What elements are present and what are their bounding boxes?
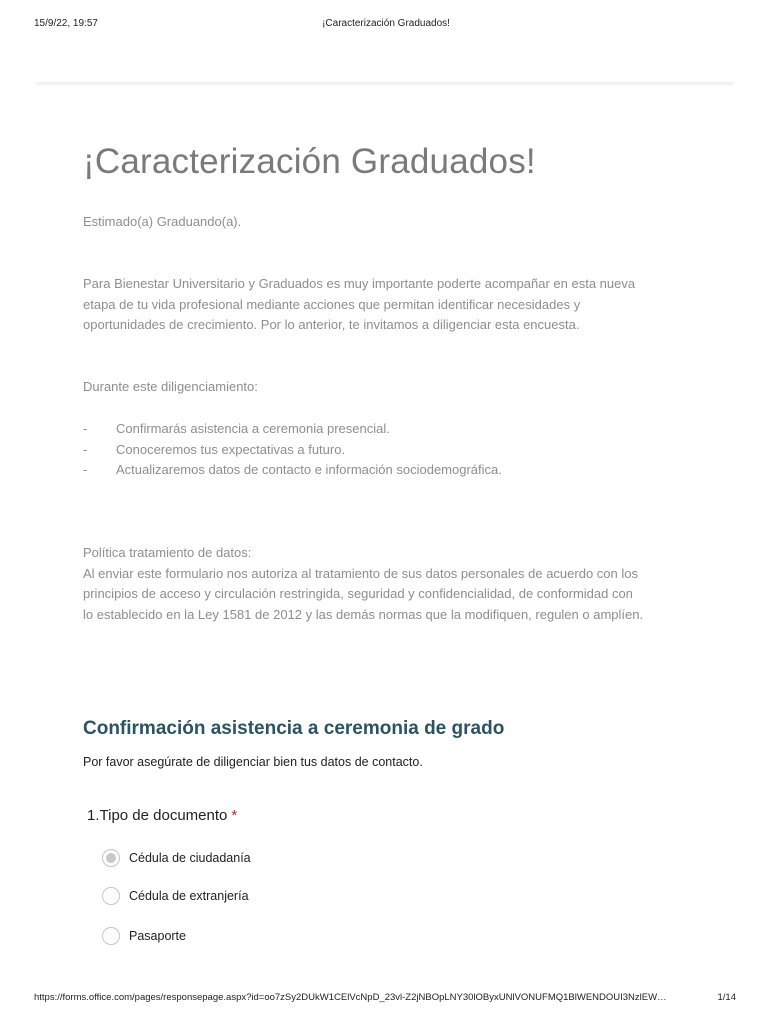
question-text: Tipo de documento bbox=[99, 807, 228, 824]
print-date: 15/9/22, 19:57 bbox=[34, 18, 98, 29]
print-footer bbox=[34, 992, 736, 1006]
intro-paragraph bbox=[83, 274, 693, 336]
radio-option-label: Cédula de ciudadanía bbox=[129, 851, 251, 865]
bullet-marker: - bbox=[83, 421, 88, 436]
radio-option-cedula-ciudadania[interactable] bbox=[102, 848, 251, 868]
print-page-number: 1/14 bbox=[717, 992, 736, 1003]
policy-line: lo establecido en la Ley 1581 de 2012 y las demás normas que la modifiquen, regulen o amplíen. bbox=[83, 606, 644, 622]
radio-button-selected[interactable] bbox=[102, 849, 120, 867]
bullet-marker: - bbox=[83, 462, 88, 477]
bullet-marker: - bbox=[83, 441, 88, 457]
intro-line: oportunidades de crecimiento. Por lo anterior, te invitamos a diligenciar esta encuesta. bbox=[83, 317, 580, 332]
greeting-text: Estimado(a) Graduando(a). bbox=[83, 214, 242, 229]
required-marker: * bbox=[231, 807, 238, 824]
radio-option-label: Pasaporte bbox=[129, 929, 186, 943]
print-title: ¡Caracterización Graduados! bbox=[322, 18, 450, 29]
print-url: https://forms.office.com/pages/responsepage.aspx?id=oo7zSy2DUkW1CElVcNpD_23vl-Z2jNBOpLNY30lOByxUNlVONUFMQ1BlWENDOUI3NzlEW… bbox=[34, 992, 667, 1003]
greeting bbox=[83, 212, 693, 233]
radio-option-label: Cédula de extranjería bbox=[129, 889, 249, 903]
section-title: Confirmación asistencia a ceremonia de grado bbox=[83, 718, 505, 739]
policy-line: Al enviar este formulario nos autoriza al tratamiento de sus datos personales de acuerdo con los bbox=[83, 565, 638, 581]
radio-option-pasaporte[interactable] bbox=[102, 926, 186, 946]
bullet-text: Confirmarás asistencia a ceremonia presencial. bbox=[116, 421, 390, 436]
bullet-text: Actualizaremos datos de contacto e información sociodemográfica. bbox=[116, 462, 502, 477]
bullet-item bbox=[83, 440, 693, 461]
radio-option-cedula-extranjeria[interactable] bbox=[102, 886, 249, 906]
policy-line: principios de acceso y circulación restringida, seguridad y confidencialidad, de conformidad con bbox=[83, 586, 633, 601]
section-subtitle: Por favor asegúrate de diligenciar bien tus datos de contacto. bbox=[83, 755, 423, 769]
radio-button[interactable] bbox=[102, 927, 120, 945]
form-header-divider bbox=[36, 82, 733, 86]
policy-title: Política tratamiento de datos: bbox=[83, 545, 252, 560]
bullet-item bbox=[83, 419, 693, 440]
intro-line: Para Bienestar Universitario y Graduados es muy importante poderte acompañar en esta nueva bbox=[83, 276, 636, 291]
data-policy bbox=[83, 543, 693, 625]
radio-button[interactable] bbox=[102, 887, 120, 905]
question-title bbox=[87, 807, 237, 824]
question-number: 1. bbox=[87, 807, 100, 824]
intro-line: etapa de tu vida profesional mediante acciones que permitan identificar necesidades y bbox=[83, 296, 581, 312]
bullet-text: Conoceremos tus expectativas a futuro. bbox=[116, 441, 346, 457]
during-label bbox=[83, 377, 693, 398]
form-title: ¡Caracterización Graduados! bbox=[83, 142, 536, 181]
print-header bbox=[34, 18, 738, 32]
bullet-list bbox=[83, 419, 693, 481]
during-label-text: Durante este diligenciamiento: bbox=[83, 379, 258, 394]
bullet-item bbox=[83, 460, 693, 481]
